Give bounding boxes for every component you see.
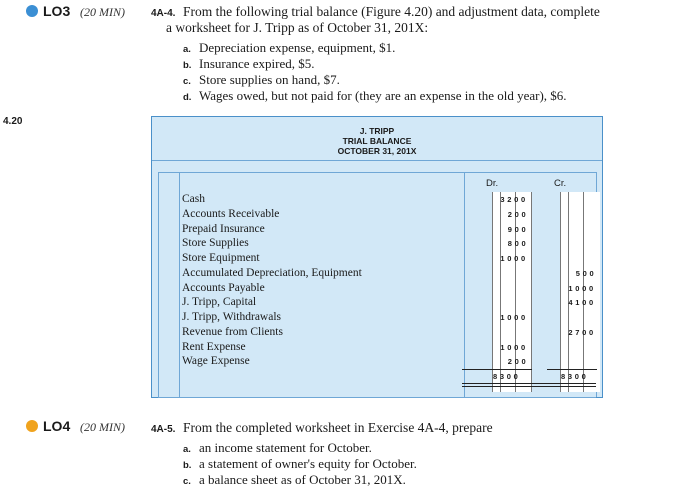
dr-amount: 3200 xyxy=(500,195,528,204)
account-row: Store Supplies xyxy=(182,237,249,250)
cr-amount: 500 xyxy=(575,268,597,278)
title-name: J. TRIPP xyxy=(359,126,395,136)
dr-amount: 200 xyxy=(507,357,529,367)
item-text: Depreciation expense, equipment, $1. xyxy=(199,40,396,55)
dr-amount: 1000 xyxy=(500,342,528,352)
lo3-label: LO3 xyxy=(43,3,71,19)
header-divider xyxy=(152,160,602,161)
account-row: Accounts Payable xyxy=(182,281,265,294)
item-text: Wages owed, but not paid for (they are an expense in the old year), $6. xyxy=(199,88,567,103)
account-row: J. Tripp, Withdrawals xyxy=(182,311,282,323)
dr-amount: 1000 xyxy=(500,254,528,263)
account-row: Revenue from Clients xyxy=(182,325,283,338)
item-letter: c. xyxy=(183,476,191,487)
cr-amount: 2700 xyxy=(568,327,596,337)
exercise-4a4-item xyxy=(183,40,395,56)
cr-total-amount: 8300 xyxy=(561,372,589,381)
account-row: J. Tripp, Capital xyxy=(182,296,257,309)
dr-total-single-line xyxy=(462,369,532,370)
account-row: Accounts Receivable xyxy=(182,207,280,220)
lo4-dot-icon xyxy=(26,420,38,432)
lo4-time: (20 MIN) xyxy=(80,420,125,434)
account-row: Rent Expense xyxy=(182,340,246,353)
item-text: Insurance expired, $5. xyxy=(199,56,315,71)
figure-label: 4.20 xyxy=(3,116,23,127)
lo3-time: (20 MIN) xyxy=(80,5,125,19)
account-row: Prepaid Insurance xyxy=(182,222,265,235)
dr-amount: 900 xyxy=(507,224,529,234)
exercise-4a5-item xyxy=(183,472,406,488)
account-row: Accumulated Depreciation, Equipment xyxy=(182,266,362,279)
total-double-line-a xyxy=(462,383,596,384)
cr-total-single-line xyxy=(547,369,597,370)
cr-rule-1 xyxy=(560,192,561,392)
exercise-4a4-item xyxy=(183,88,567,104)
cr-amount: 1000 xyxy=(568,283,596,293)
dr-amount: 200 xyxy=(507,209,529,219)
trial-balance-title xyxy=(152,126,602,156)
item-letter: a. xyxy=(183,44,191,55)
dr-rule-1 xyxy=(492,192,493,392)
account-col-right-line xyxy=(464,172,465,397)
colhead-line xyxy=(158,172,596,173)
grid-bottom-line xyxy=(158,397,596,398)
exercise-4a5-item xyxy=(183,440,372,456)
dr-column-header: Dr. xyxy=(486,178,499,189)
account-col-left-line xyxy=(179,172,180,397)
dr-rule-2 xyxy=(500,192,501,392)
account-row: Store Equipment xyxy=(182,252,260,264)
account-names xyxy=(182,192,362,369)
exercise-4a4-item xyxy=(183,56,315,72)
dr-amount: 800 xyxy=(507,239,529,249)
exercise-4a5-number: 4A-5. xyxy=(151,424,176,435)
dr-rule-4 xyxy=(531,192,532,392)
item-letter: d. xyxy=(183,92,192,103)
item-letter: b. xyxy=(183,60,192,71)
lo3-dot-icon xyxy=(26,5,38,17)
exercise-4a5-item xyxy=(183,456,417,472)
exercise-4a4-text-line1: From the following trial balance (Figure 4.20) and adjustment data, complete xyxy=(183,4,600,19)
exercise-4a5-text: From the completed worksheet in Exercise 4A-4, prepare xyxy=(183,420,493,435)
total-double-line-b xyxy=(462,386,596,387)
item-text: an income statement for October. xyxy=(199,440,372,455)
item-letter: a. xyxy=(183,444,191,455)
trial-balance-figure xyxy=(151,116,603,398)
title-statement: TRIAL BALANCE xyxy=(342,136,412,146)
account-row: Cash xyxy=(182,193,205,205)
item-letter: b. xyxy=(183,460,192,471)
item-text: Store supplies on hand, $7. xyxy=(199,72,340,87)
title-date: OCTOBER 31, 201X xyxy=(337,146,417,156)
dr-total-amount: 8300 xyxy=(493,372,521,381)
outer-left-line xyxy=(158,172,159,397)
dr-amount: 1000 xyxy=(500,313,528,322)
item-text: a statement of owner's equity for October. xyxy=(199,456,417,471)
exercise-4a4-number: 4A-4. xyxy=(151,8,176,19)
cr-column-header: Cr. xyxy=(554,178,567,189)
exercise-4a4-text-line2: a worksheet for J. Tripp as of October 31, 201X: xyxy=(166,20,429,35)
cr-amount: 4100 xyxy=(568,298,596,308)
lo4-label: LO4 xyxy=(43,418,71,434)
exercise-4a4-item xyxy=(183,72,340,88)
account-row: Wage Expense xyxy=(182,355,250,368)
item-text: a balance sheet as of October 31, 201X. xyxy=(199,472,406,487)
item-letter: c. xyxy=(183,76,191,87)
